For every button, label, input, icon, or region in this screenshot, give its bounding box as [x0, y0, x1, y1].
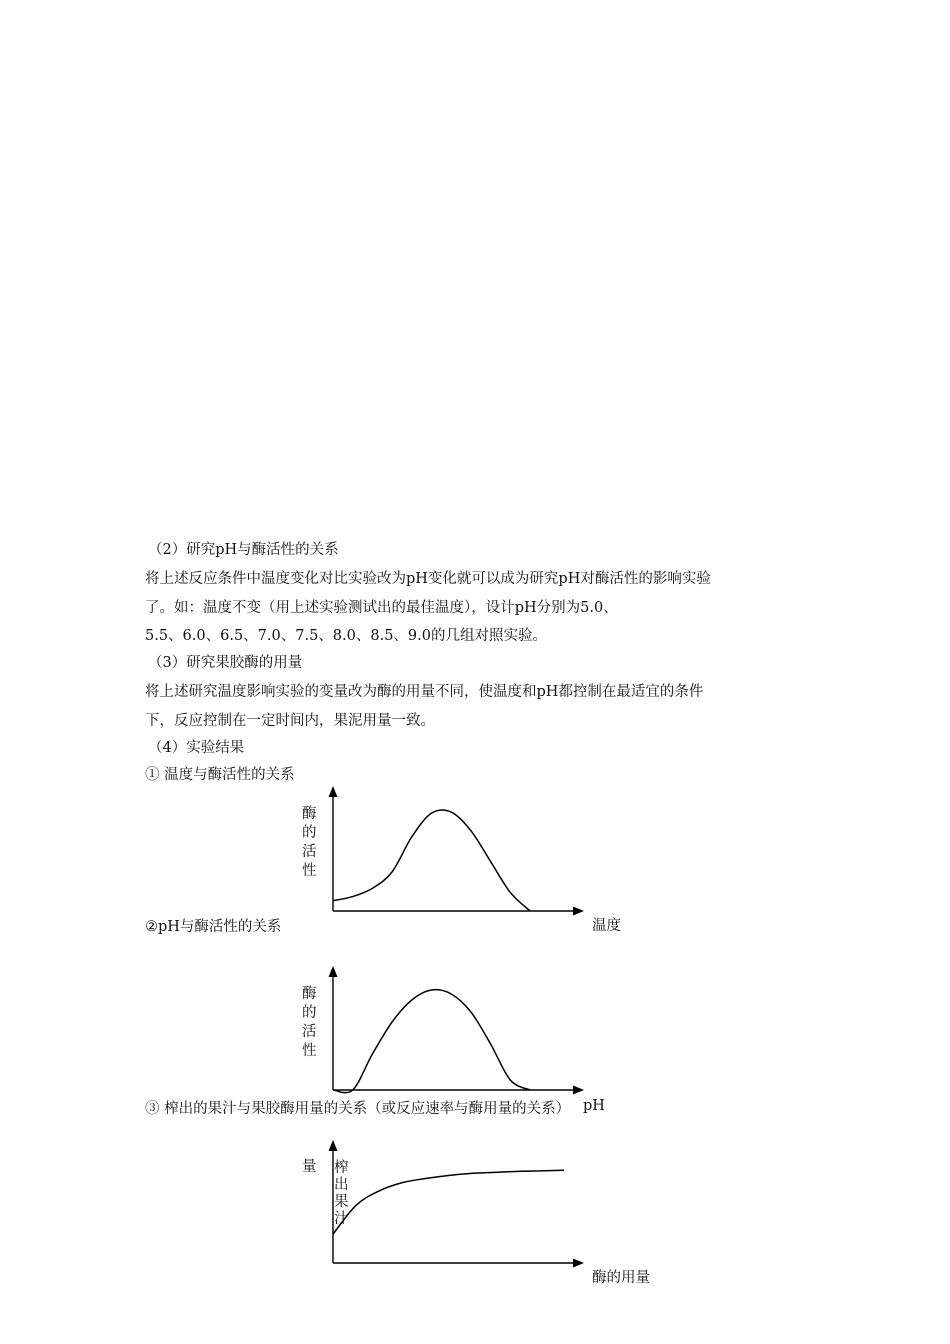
y-axis-label-char: 性: [302, 1043, 317, 1059]
paragraph-ph-line2: 了。如：温度不变（用上述实验测试出的最佳温度），设计pH分别为5.0、: [145, 600, 618, 616]
y-axis-label-char: 性: [302, 863, 317, 879]
result-temperature-title: ① 温度与酶活性的关系: [145, 767, 295, 783]
x-axis-arrow: [573, 1259, 584, 1268]
x-axis-label: pH: [583, 1098, 605, 1114]
y-axis-label-char: 出: [334, 1177, 349, 1193]
y-axis-label-prefix: 量: [302, 1159, 317, 1175]
x-axis-arrow: [573, 1086, 584, 1095]
y-axis-arrow: [329, 1140, 338, 1151]
x-axis-label: 酶的用量: [592, 1270, 650, 1286]
series-line: [333, 990, 530, 1093]
heading-ph: （2）研究pH与酶活性的关系: [148, 542, 339, 558]
y-axis-label-char: 汁: [334, 1211, 349, 1227]
y-axis-label-char: 的: [302, 825, 317, 841]
y-axis-arrow: [329, 966, 338, 977]
y-axis-label-char: 活: [302, 1024, 317, 1040]
x-axis-label: 温度: [592, 918, 621, 934]
y-axis-label-char: 活: [302, 844, 317, 860]
series-line: [333, 1170, 564, 1234]
heading-enzyme-amount: （3）研究果胶酶的用量: [148, 655, 303, 671]
y-axis-label-char: 的: [302, 1005, 317, 1021]
paragraph-amount-line2: 下，反应控制在一定时间内，果泥用量一致。: [145, 713, 435, 729]
y-axis-label-char: 果: [334, 1194, 349, 1210]
chart-amount-group: [302, 1140, 650, 1286]
x-axis-arrow: [573, 907, 584, 916]
heading-results: （4）实验结果: [148, 740, 245, 756]
series-line: [333, 810, 530, 911]
y-axis-label-char: 酶: [302, 806, 317, 822]
y-axis-label-char: 榨: [334, 1160, 349, 1176]
chart-temperature-group: [302, 786, 621, 934]
chart-ph-group: [302, 966, 605, 1114]
y-axis-arrow: [329, 786, 338, 797]
paragraph-ph-line1: 将上述反应条件中温度变化对比实验改为pH变化就可以成为研究pH对酶活性的影响实验: [145, 571, 711, 587]
paragraph-ph-line3: 5.5、6.0、6.5、7.0、7.5、8.0、8.5、9.0的几组对照实验。: [145, 628, 547, 644]
result-amount-title: ③ 榨出的果汁与果胶酶用量的关系（或反应速率与酶用量的关系）: [145, 1101, 571, 1117]
y-axis-label-char: 酶: [302, 986, 317, 1002]
paragraph-amount-line1: 将上述研究温度影响实验的变量改为酶的用量不同，使温度和pH都控制在最适宜的条件: [145, 684, 704, 700]
result-ph-title: ②pH与酶活性的关系: [145, 919, 282, 935]
